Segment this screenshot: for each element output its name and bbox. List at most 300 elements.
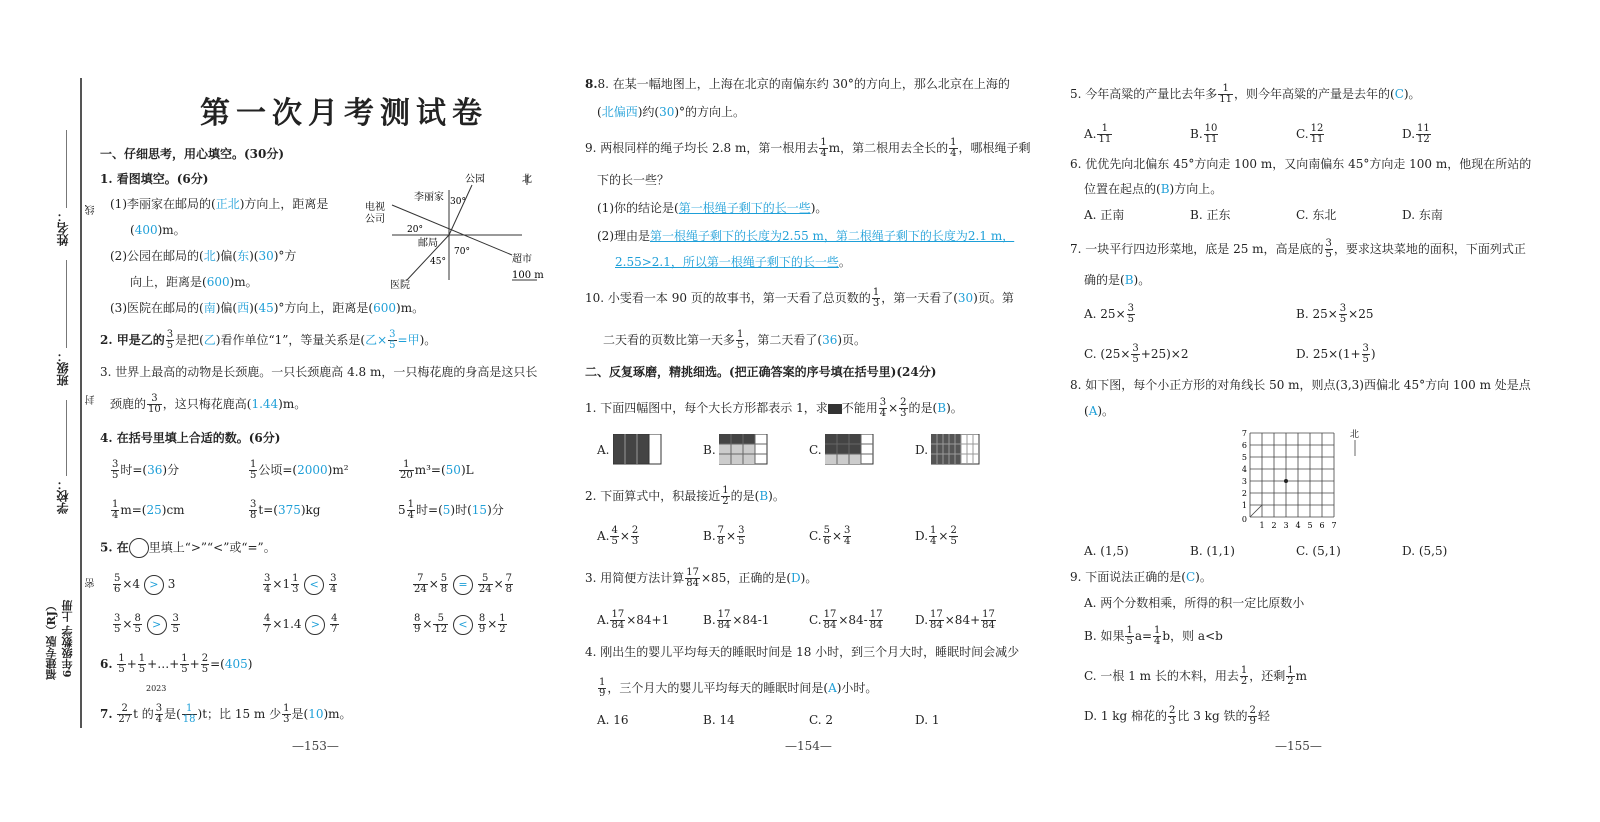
q1-heading [100,171,208,187]
map-ang45: 45° [430,257,446,267]
school-line [66,400,67,476]
q10-line2 [603,330,866,351]
q9-line4 [597,228,1014,244]
r7-frac: $\frac{3}{5}$ [1325,238,1332,260]
q4-2-ans: 50 [445,463,461,477]
q10-line1 [585,288,1014,309]
q7-label: 7. [100,707,113,721]
grid-y-6: 6 [1241,441,1247,450]
r9-c1: C. 一根 1 m 长的木料，用去 [1084,669,1239,683]
q6-frac-c: $\frac{1}{5}$ [181,653,188,675]
q1-2b-text: )偏( [215,249,238,263]
m1-opt-c: C. [809,443,822,457]
m4-text-b: ，三个月大的婴儿平均每天的睡眠时间是( [607,681,829,695]
q9-line3 [597,200,827,216]
r5-opt-d: D. $\frac{11}{12}$ [1402,123,1430,145]
q5-3-sign: > [147,615,167,635]
q10-text-d: 二天看的页数比第一天多 [603,333,736,347]
q1-3b-text: )偏( [215,301,238,315]
q4-frac-2: $\frac{1}{20}$ [400,459,413,481]
q7-text-e: 是( [291,707,309,721]
page-title: 第一次月考测试卷 [200,96,488,131]
q4-0-pre: 时=( [120,463,148,477]
shaded-box-icon [828,404,842,414]
m2-opt-c: C. $\frac{5}{6}$ × $\frac{3}{4}$ [809,525,851,547]
q2-text-b: 是把( [175,333,204,347]
q5-0-rhs: 3 [167,577,176,591]
r7-text-c: 确的是( [1084,273,1125,287]
q7-answer2: 10 [308,707,324,721]
m1-text-d: )。 [946,401,963,415]
q7-text-d: )t；比 15 m 少 [197,707,282,721]
q10-text-b: ，第一天看了( [881,291,958,305]
m3-text-b: ×85，正确的是( [701,571,792,585]
q4-2-pre: m³=( [414,463,446,477]
r8-text-b: ( [1084,404,1089,418]
grid-y-1: 1 [1241,501,1247,510]
page-number-153: —153— [292,739,339,753]
q7-frac-b: $\frac{3}{4}$ [155,703,163,725]
r6-line2 [1084,181,1222,197]
q1-3a-text: (3)医院在邮局的( [110,301,204,315]
q3-text-c: ，这只梅花鹿高( [162,397,252,411]
q9-line2: 下的长一些？ [597,173,670,187]
q6-ellipsis: +…+ [147,657,180,671]
q5-5-frac-b: $\frac{5}{12}$ [434,613,448,635]
q4-5-mid: )时( [450,503,472,517]
q4-heading [100,430,280,446]
r9-d3: 轻 [1257,709,1270,723]
q4-5-ans: 5 [442,503,451,517]
series-label: 福建专版（RJ） [45,600,58,681]
q9-line1 [585,138,1031,159]
q5-4-frac-b: $\frac{4}{7}$ [331,613,338,635]
q3-frac: $\frac{3}{10}$ [148,393,161,415]
class-label: 班级： [56,350,70,386]
m4-opt-d: D. 1 [915,713,940,727]
m3-opt-c: C. $\frac{17}{84}$ ×84- $\frac{17}{84}$ [809,609,883,631]
r7-line2 [1084,272,1150,288]
q6-label: 6. [100,657,113,671]
name-line [66,130,67,208]
m3-opt-b: B. $\frac{17}{84}$ ×84-1 [703,609,770,631]
q4-4-pre: t=( [258,503,278,517]
m1-opt-d: D. [915,443,929,457]
q5-1-sign: < [304,575,324,595]
q1-2a-text: (2)公园在邮局的( [110,249,204,263]
q10-frac-a: $\frac{1}{3}$ [872,287,880,309]
q3-line1 [100,364,537,380]
q5-heading [100,538,276,558]
map-market-label: 超市 [512,254,532,265]
q5-label-a: 5. 在 [100,540,129,555]
r7-opt-c: C. (25× $\frac{3}{5}$ +25)×2 [1084,343,1189,365]
q1-label: 1. 看图填空。(6分) [100,172,209,186]
q1-1a-answer: 正北 [215,197,240,211]
q5-5-frac-c: $\frac{8}{9}$ [478,613,486,635]
r8-text-c: )。 [1097,404,1115,418]
grid-y-5: 5 [1241,453,1247,462]
q4-5-pre: 时=( [416,503,443,517]
m2-text-a: 2. 下面算式中，积最接近 [585,489,721,503]
map-ang70: 70° [454,247,470,257]
r7-line1 [1070,239,1526,260]
r9-b1: B. 如果 [1084,629,1125,643]
q5-item-4 [262,614,340,635]
binding-line [80,78,82,728]
grid-x-3: 3 [1283,521,1289,530]
q9-text-g: (2)理由是 [597,229,650,243]
q9-line5 [615,254,851,270]
q1-2c-text: )( [249,249,259,263]
m2-answer: B [759,489,769,503]
direction-map [362,170,552,300]
r9-opt-b: B. 如果 $\frac{1}{5}$ a= $\frac{1}{4}$ b，则 a<b [1084,625,1223,647]
q4-frac-0: $\frac{3}{5}$ [112,459,119,481]
q4-frac-1: $\frac{1}{5}$ [250,459,257,481]
q4-item-0 [110,460,179,481]
r8-line1: 8. 如下图，每个小正方形的对角线长 50 m，则点(3,3)西偏北 45°方向 100 m 处是点 [1070,378,1531,392]
r7-opt-b: B. 25× $\frac{3}{5}$ ×25 [1296,303,1374,325]
q8-line1: 8.8. 在某一幅地图上，上海在北京的南偏东约 30°的方向上，那么北京在上海的 [585,77,1010,91]
m1: 1. 下面四幅图中，每个大长方形都表示 1，求 不能用 $\frac{3}{4}$ × $\frac{2}{3}$ 的是(B)。 [585,397,963,419]
q5-5-frac-a: $\frac{8}{9}$ [414,613,421,635]
q9-text-h: 。 [838,255,851,269]
q2 [100,330,436,351]
q1-2e-text: 向上，距离是( [130,275,207,289]
r9-d2: 比 3 kg 铁的 [1177,709,1248,723]
r9 [1070,569,1212,585]
q2-answer3: =甲 [397,333,420,347]
map-lili-label: 李丽家 [414,192,444,203]
q1-2e [130,274,258,290]
map-ang20: 20° [407,225,423,235]
q1-3b-answer: 西 [237,301,250,315]
q1-2a-answer: 北 [203,249,216,263]
grid-x-2: 2 [1271,521,1277,530]
m4-frac: $\frac{1}{9}$ [599,677,606,699]
q5-item-2: $\frac{7}{24}$ × $\frac{5}{8}$ = $\frac{5}{24}$ × $\frac{7}{8}$ [414,573,512,595]
r8-opt-b: B. (1,1) [1190,544,1235,558]
q8-text-c: )约( [637,105,660,119]
q2-text-a: 2. 甲是乙的 [100,333,165,347]
m4-answer: A [828,681,837,695]
q1-3c-answer: 45 [258,301,274,315]
q2-answer: 乙 [203,333,216,347]
map-scale-label: 100 m [512,270,544,281]
q9-answer3: 2.55>2.1，所以第一根绳子剩下的长一些 [615,255,839,269]
page-number-155: —155— [1275,739,1322,753]
q6-frac-a: $\frac{1}{5}$ [118,653,125,675]
q1-1d-text: )m。 [157,223,186,237]
r6-line1: 6. 优优先向北偏东 45°方向走 100 m，又向南偏东 45°方向走 100 m，他现在所站的 [1070,157,1532,171]
grid-y-4: 4 [1241,465,1247,474]
m4-line2 [597,678,877,699]
grid-y-2: 2 [1241,489,1247,498]
q4-3-post: )cm [161,503,185,517]
q2-text-d: )。 [419,333,437,347]
r9-opt-a: A. 两个分数相乘，所得的积一定比原数小 [1084,596,1305,610]
r9-c3: m [1295,669,1307,683]
name-label: 姓名： [56,210,70,246]
middle-page [585,0,1045,822]
r5-text-c: )。 [1403,87,1421,101]
q5-item-3: $\frac{3}{5}$ × $\frac{8}{5}$ > $\frac{3}{5}$ [114,613,179,635]
q3-answer: 1.44 [251,397,279,411]
r7-opt-a: A. 25× $\frac{3}{5}$ [1084,303,1134,325]
q6-frac-d: $\frac{2}{5}$ [201,653,209,675]
q8-text-b: ( [597,105,602,119]
q5-item-5: $\frac{8}{9}$ × $\frac{5}{12}$ < $\frac{8}{9}$ × $\frac{1}{2}$ [414,613,506,635]
q6-close: ) [247,657,253,671]
q7-text-b: t 的 [133,707,154,721]
m2-text-b: 的是( [730,489,760,503]
q4-0-ans: 36 [147,463,163,477]
r6-text-b: 位置在起点的( [1084,182,1161,196]
q10-frac-b: $\frac{1}{5}$ [737,329,744,351]
q4-5-ans2: 15 [471,503,488,517]
map-tv-label: 电视 [365,202,385,213]
q1-3e-text: )m。 [396,301,425,315]
q4-item-1 [248,460,349,481]
map-hospital-label: 医院 [390,280,410,291]
feng-label: 封 [86,395,97,405]
q3-text-d: )m。 [278,397,307,411]
q4-frac-3: $\frac{1}{4}$ [112,499,119,521]
r5-opt-c: C. $\frac{12}{11}$ [1296,123,1324,145]
q5-3-frac-c: $\frac{3}{5}$ [172,613,179,635]
grid-x-7: 7 [1331,521,1337,530]
r9-answer: C [1185,570,1196,584]
m1-text-a: 1. 下面四幅图中，每个大长方形都表示 1，求 [585,401,828,415]
r9-text-a: 9. 下面说法正确的是( [1070,570,1186,584]
q5-2-frac-b: $\frac{5}{8}$ [440,573,448,595]
r9-b2: a= [1134,629,1153,643]
xian-label: 线 [86,205,97,215]
r9-b3: b，则 a<b [1162,629,1223,643]
q7-text-c: 是( [164,707,181,721]
m1-text-b: 不能用 [841,401,878,415]
r9-text-b: )。 [1195,570,1212,584]
m3-frac: $\frac{17}{84}$ [686,567,699,589]
r8-opt-d: D. (5,5) [1402,544,1448,558]
grid-y-3: 3 [1241,477,1247,486]
m1-figure-c [825,434,875,466]
q6-eq: =( [210,657,225,671]
q5-1-frac-c: $\frac{3}{4}$ [330,573,337,595]
q10-answer: 30 [957,291,974,305]
r5-opt-b: B. $\frac{10}{11}$ [1190,123,1218,145]
r6-opt-d: D. 东南 [1402,208,1443,222]
q1-2d-text: )°方 [273,249,297,263]
q3-text-b: 颈鹿的 [110,397,147,411]
q4-frac-4: $\frac{3}{8}$ [250,499,257,521]
q5-1-mult: × [272,577,283,591]
q4-3-pre: m=( [120,503,147,517]
q7-frac-a: $\frac{2}{27}$ [118,703,132,725]
q10-answer2: 36 [822,333,838,347]
right-page [1070,0,1550,822]
q8-text-a: 8. 在某一幅地图上，上海在北京的南偏东约 30°的方向上，那么北京在上海的 [597,77,1010,91]
q5-4-frac-a: $\frac{4}{7}$ [264,613,271,635]
q9-answer: 第一根绳子剩下的长一些 [678,201,811,215]
q10-text-f: )页。 [837,333,867,347]
q5-0-mult: ×4 [122,577,141,591]
r8-opt-a: A. (1,5) [1084,544,1129,558]
m1-text-c: 的是( [908,401,938,415]
q9-answer2: 第一根绳子剩下的长度为2.55 m，第二根绳子剩下的长度为2.1 m， [650,229,1015,243]
grid-x-5: 5 [1307,521,1313,530]
r5-opt-a: A. $\frac{1}{11}$ [1084,123,1112,145]
m3-opt-d: D. $\frac{17}{84}$ ×84+ $\frac{17}{84}$ [915,609,995,631]
m1-answer: B [937,401,947,415]
m3 [585,568,817,589]
q4-1-ans: 2000 [297,463,328,477]
q9-text-e: (1)你的结论是( [597,201,679,215]
m1-figure-b [719,434,769,466]
map-tv2-label: 公司 [365,214,385,225]
q1-2b-answer: 东 [237,249,250,263]
q1-2c-answer: 30 [258,249,274,263]
coordinate-grid [1235,428,1365,536]
m3-answer: D [791,571,801,585]
r5-frac: $\frac{1}{11}$ [1219,83,1232,105]
q6-answer: 405 [224,657,248,671]
q9-text-f: )。 [810,201,828,215]
q5-3-frac-a: $\frac{3}{5}$ [114,613,121,635]
q1-1c-answer: 400 [134,223,158,237]
q6: 6. $\frac{1}{5}$ + $\frac{1}{5}$ +…+ $\frac{1}{5}$ + $\frac{2}{5}$ =(405) [100,653,253,675]
page-number-154: —154— [785,739,832,753]
q1-1c [130,222,186,238]
q4-1-post: )m² [327,463,349,477]
q4-frac-5: $\frac{1}{4}$ [407,499,415,521]
q10-text-e: ，第二天看了( [745,333,823,347]
q4-4-post: )kg [300,503,321,517]
r5 [1070,84,1421,105]
grid-y-7: 7 [1241,429,1247,438]
r7-text-b: ，要求这块菜地的面积，下面列式正 [1333,242,1526,256]
q1-3c-text: )( [249,301,259,315]
r9-c2: ，还剩 [1249,669,1286,683]
q1-3 [110,300,424,316]
q1-1a [110,196,328,212]
r6-opt-a: A. 正南 [1084,208,1125,222]
m1-figure-a [613,434,663,466]
m2-opt-d: D. $\frac{1}{4}$ × $\frac{2}{5}$ [915,525,957,547]
q5-1-frac-b: $\frac{1}{3}$ [292,573,299,595]
q5-2-frac-c: $\frac{5}{24}$ [478,573,492,595]
section1-heading: 一、仔细思考，用心填空。(30分) [100,147,285,161]
q4-item-5: 5 $\frac{1}{4}$ 时=(5)时(15)分 [398,499,504,521]
map-post-label: 邮局 [418,238,438,249]
r7-text-a: 7. 一块平行四边形菜地，底是 25 m，高是底的 [1070,242,1324,256]
left-page [0,0,560,822]
r5-text-b: ，则今年高粱的产量是去年的( [1234,87,1395,101]
q1-2e-answer: 600 [206,275,230,289]
r6-text-c: )方向上。 [1169,182,1223,196]
q5-1-frac-a: $\frac{3}{4}$ [264,573,271,595]
q5-0-sign: > [144,575,164,595]
q8-answer2: 30 [659,105,675,119]
grade-label: 6年级数学 上册 [61,600,74,678]
q9-text-b: m，第二根用去全长的 [828,141,949,155]
q5-2-frac-d: $\frac{7}{8}$ [505,573,512,595]
m1-frac-b: $\frac{2}{3}$ [900,397,907,419]
map-ang30: 30° [450,197,466,207]
m2-frac: $\frac{1}{2}$ [722,485,729,507]
m4-opt-a: A. 16 [597,713,629,727]
m1-figure-d [931,434,981,466]
q1-1b-text: )方向上，距离是 [239,197,329,211]
r5-text-a: 5. 今年高粱的产量比去年多 [1070,87,1218,101]
q5-5-frac-d: $\frac{1}{2}$ [499,613,506,635]
q4-5-post: )分 [487,503,504,517]
q3-line2 [110,394,306,415]
q9-text-a: 9. 两根同样的绳子均长 2.8 m，第一根用去 [585,141,819,155]
map-north-label: 北 [522,174,532,185]
q9-frac-a: $\frac{1}{4}$ [820,137,827,159]
m2-text-c: )。 [768,489,785,503]
q1-2f-text: )m。 [229,275,258,289]
r7-answer: B [1124,273,1134,287]
q5-2-sign: = [453,575,473,595]
q1-3a-answer: 南 [203,301,216,315]
m2 [585,486,785,507]
r7-opt-d: D. 25×(1+ $\frac{3}{5}$ ) [1296,343,1376,365]
q2-ans-frac: $\frac{3}{5}$ [389,329,396,351]
q7-frac-c: $\frac{1}{3}$ [283,703,290,725]
section2-heading: 二、反复琢磨，精挑细选。(把正确答案的序号填在括号里)(24分) [585,365,937,379]
q7-text-f: )m。 [323,707,352,721]
q4-1-pre: 公顷=( [258,463,298,477]
q5-5-sign: < [453,615,473,635]
q4-item-3 [110,500,185,521]
q8-line2 [597,104,745,120]
q3-text-a: 3. 世界上最高的动物是长颈鹿。一只长颈鹿高 4.8 m，一只梅花鹿的身高是这只长 [100,365,538,379]
q1-1a-text: (1)李丽家在邮局的( [110,197,216,211]
mi-label: 密 [86,578,97,588]
m1-opt-a: A. [597,443,610,457]
q6-frac-b: $\frac{1}{5}$ [138,653,146,675]
m4-text-c: )小时。 [836,681,878,695]
q8-answer: 北偏西 [601,105,638,119]
m3-text-c: )。 [800,571,818,585]
q5-item-0 [112,574,175,595]
grid-y-0: 0 [1241,515,1247,524]
m2-opt-a: A. $\frac{4}{5}$ × $\frac{2}{3}$ [597,525,639,547]
q2-answer2: 乙× [365,333,388,347]
q6-count: 2023 [146,684,167,693]
q4-item-4 [248,500,320,521]
q1-1c-text: ( [130,223,135,237]
q5-3-frac-b: $\frac{8}{5}$ [134,613,141,635]
m4-line1: 4. 刚出生的婴儿平均每天的睡眠时间是 18 小时，到三个月大时，睡眠时间会减少 [585,645,1020,659]
m4-opt-b: B. 14 [703,713,735,727]
q4-label: 4. 在括号里填上合适的数。(6分) [100,431,281,445]
r8-opt-c: C. (5,1) [1296,544,1341,558]
r8-answer: A [1088,404,1098,418]
q9-text-c: ，哪根绳子剩 [958,141,1031,155]
q4-4-ans: 375 [277,503,301,517]
q2-text-c: )看作单位“1”，等量关系是( [215,333,366,347]
m2-opt-b: B. $\frac{7}{8}$ × $\frac{3}{5}$ [703,525,745,547]
grid-x-6: 6 [1319,521,1325,530]
q5-4-sign: > [305,615,325,635]
grid-x-4: 4 [1295,521,1301,530]
m3-opt-a: A. $\frac{17}{84}$ ×84+1 [597,609,670,631]
q7-ans-frac: $\frac{1}{18}$ [182,703,196,725]
